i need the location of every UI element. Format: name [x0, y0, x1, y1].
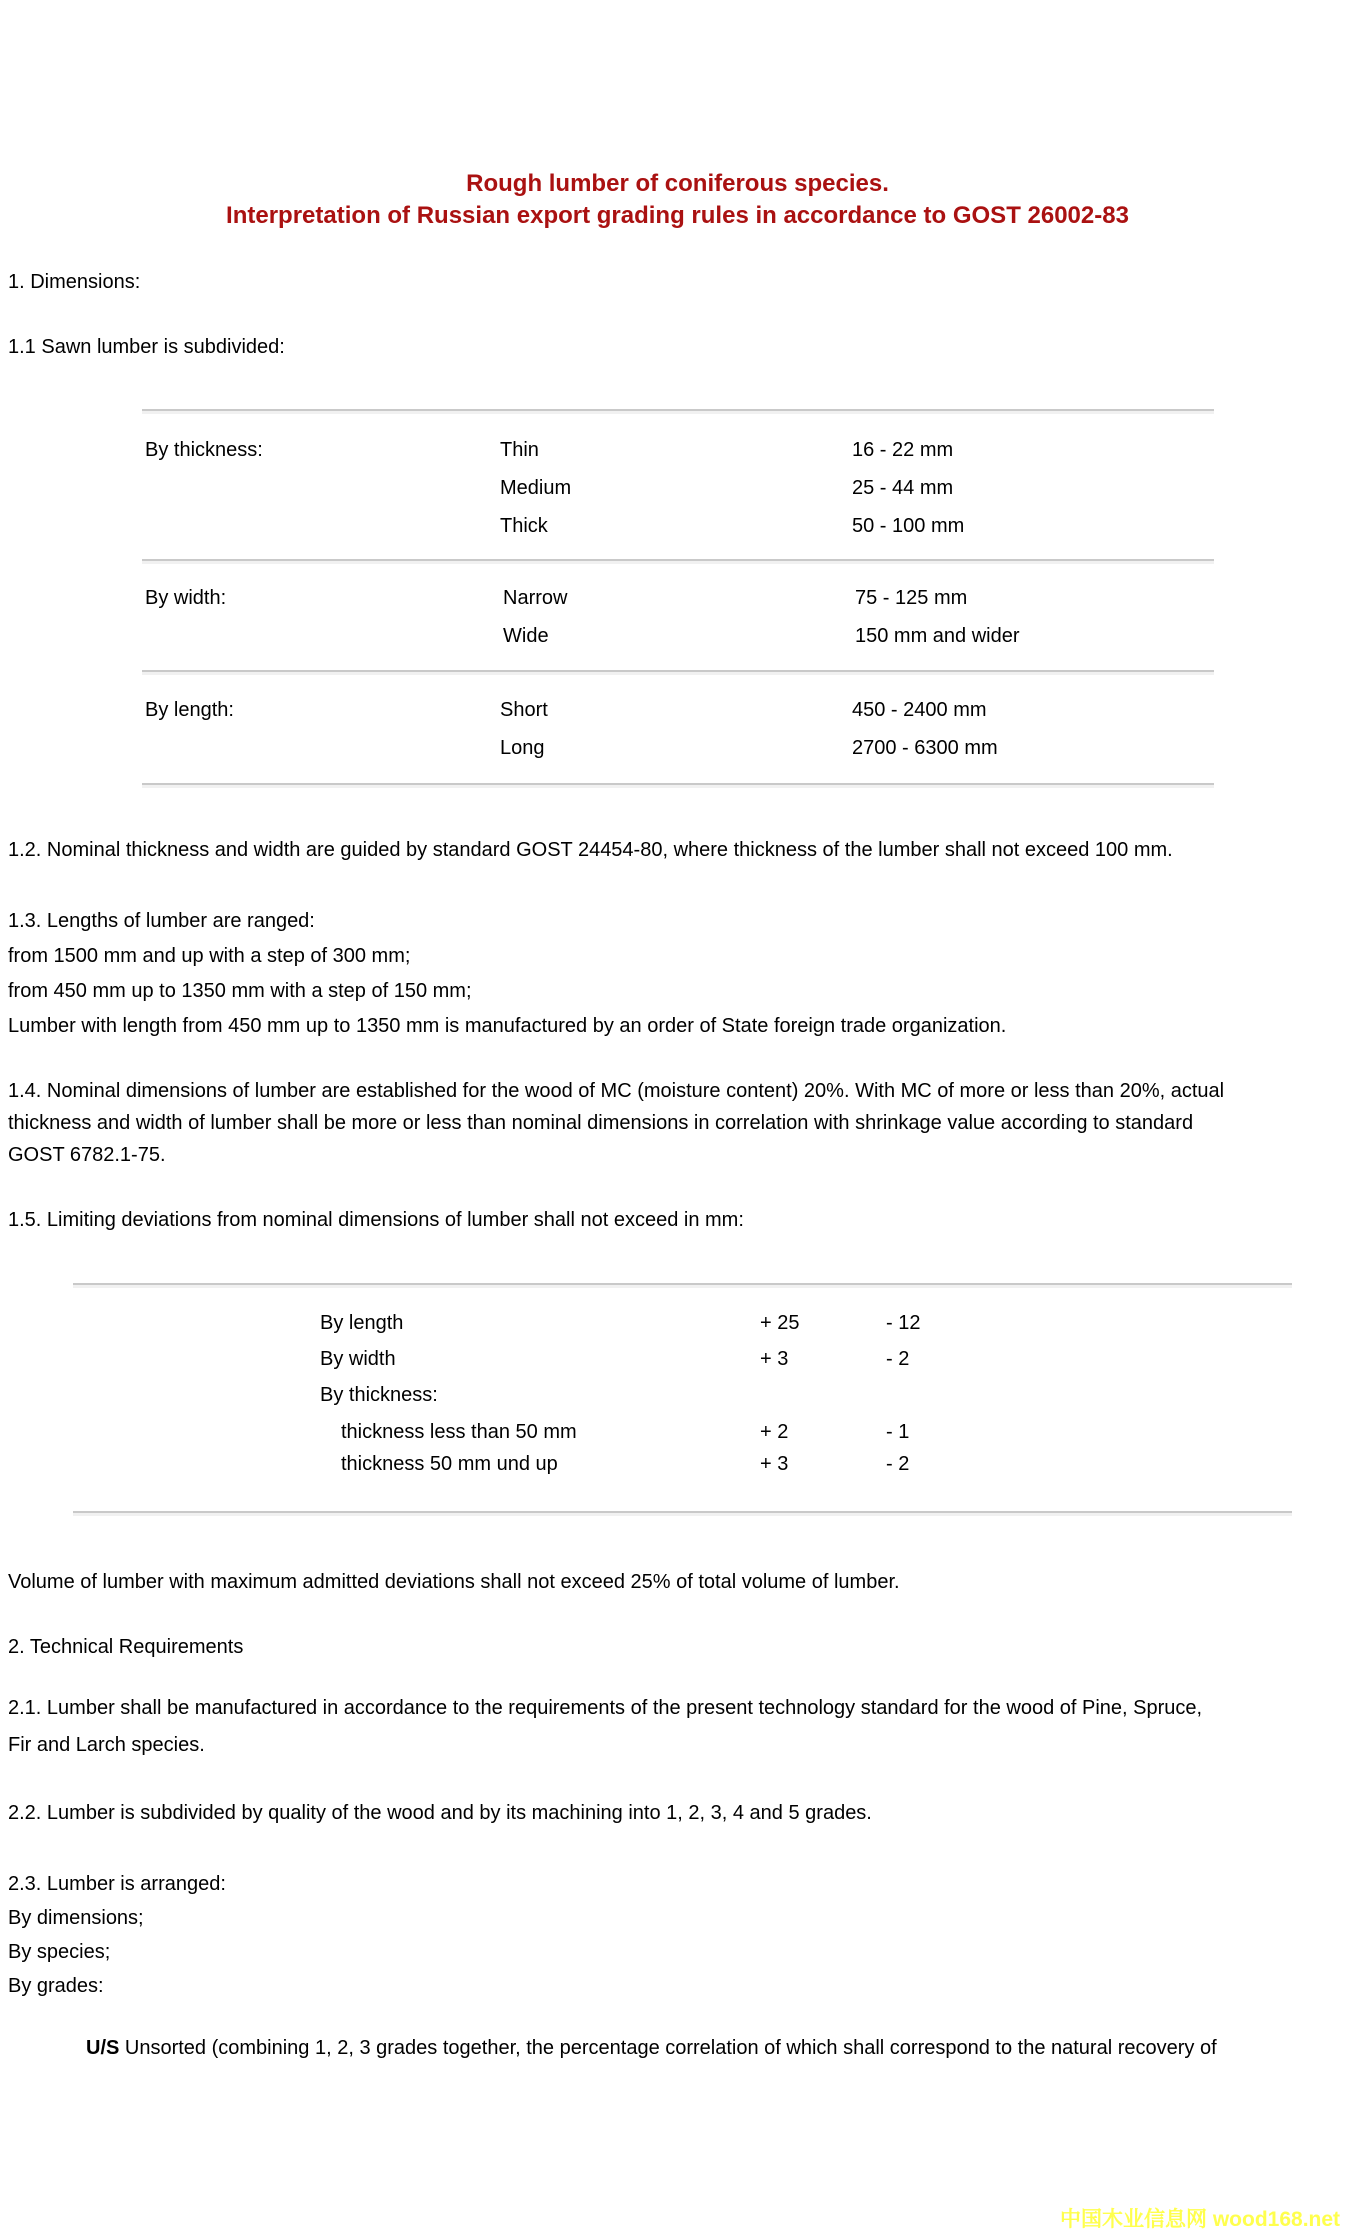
- paragraph-1-3: [8, 904, 1006, 1044]
- paragraph-2-3-line: 2.3. Lumber is arranged:: [8, 1873, 226, 1895]
- table-row-length-short: [0, 697, 1355, 723]
- title-line-1: Rough lumber of coniferous species.: [466, 170, 889, 197]
- paragraph-1-3-line: 1.3. Lengths of lumber are ranged:: [8, 910, 315, 932]
- row-name: Thick: [500, 515, 548, 537]
- deviation-row-thickness-over-50: [0, 1451, 1355, 1477]
- table-rule-divider: [142, 670, 1214, 675]
- table-row-width-narrow: [0, 585, 1355, 611]
- row-minus: - 2: [886, 1453, 910, 1475]
- row-minus: - 1: [886, 1421, 910, 1443]
- row-label: thickness less than 50 mm: [341, 1421, 577, 1443]
- deviation-row-length: [0, 1310, 1355, 1336]
- document-title: [0, 168, 1355, 232]
- row-name: Long: [500, 737, 545, 759]
- row-range: 150 mm and wider: [855, 625, 1020, 647]
- row-category: By width:: [145, 587, 227, 609]
- paragraph-1-3-line: from 450 mm up to 1350 mm with a step of 150 mm;: [8, 980, 472, 1002]
- us-grade-label: U/S: [86, 2037, 120, 2059]
- deviation-row-width: [0, 1346, 1355, 1372]
- row-range: 2700 - 6300 mm: [852, 737, 998, 759]
- row-name: Medium: [500, 477, 572, 499]
- row-label: By length: [320, 1312, 404, 1334]
- row-category: By length:: [145, 699, 234, 721]
- section-1-heading: 1. Dimensions:: [8, 271, 141, 293]
- paragraph-1-3-line: from 1500 mm and up with a step of 300 mm;: [8, 945, 411, 967]
- table-rule-bottom: [73, 1511, 1292, 1516]
- row-label: thickness 50 mm und up: [341, 1453, 558, 1475]
- paragraph-1-4-line: GOST 6782.1-75.: [8, 1144, 166, 1166]
- row-range: 75 - 125 mm: [855, 587, 968, 609]
- row-name: Short: [500, 699, 548, 721]
- paragraph-2-1: [8, 1690, 1202, 1764]
- row-name: Thin: [500, 439, 539, 461]
- row-label: By width: [320, 1348, 396, 1370]
- section-1-1-text: 1.1 Sawn lumber is subdivided:: [8, 336, 285, 358]
- table-rule-bottom: [142, 783, 1214, 788]
- watermark-text: 中国木业信息网 wood168.net: [1060, 2208, 1341, 2231]
- table-row-thickness-medium: [0, 475, 1355, 501]
- paragraph-2-3-line: By species;: [8, 1941, 111, 1963]
- paragraph-2-3-line: By dimensions;: [8, 1907, 144, 1929]
- row-range: 50 - 100 mm: [852, 515, 965, 537]
- paragraph-2-1-line: Fir and Larch species.: [8, 1734, 205, 1756]
- paragraph-2-1-line: 2.1. Lumber shall be manufactured in accordance to the requirements of the present technology standard for the wood of Pine, Spruce,: [8, 1697, 1203, 1719]
- row-category: By thickness:: [145, 439, 263, 461]
- paragraph-1-5: 1.5. Limiting deviations from nominal dimensions of lumber shall not exceed in mm:: [8, 1209, 744, 1231]
- paragraph-2-2: 2.2. Lumber is subdivided by quality of the wood and by its machining into 1, 2, 3, 4 and 5 grades.: [8, 1802, 872, 1824]
- row-plus: + 3: [760, 1348, 789, 1370]
- row-label: By thickness:: [320, 1384, 438, 1406]
- volume-note: Volume of lumber with maximum admitted deviations shall not exceed 25% of total volume of lumber.: [8, 1571, 900, 1593]
- deviation-row-thickness-under-50: [0, 1419, 1355, 1445]
- us-grade-line: [86, 2035, 1217, 2061]
- row-plus: + 2: [760, 1421, 789, 1443]
- paragraph-1-4-line: thickness and width of lumber shall be more or less than nominal dimensions in correlation with shrinkage value according to standard: [8, 1112, 1194, 1134]
- row-plus: + 3: [760, 1453, 789, 1475]
- table-row-thickness-thick: [0, 513, 1355, 539]
- paragraph-1-2: 1.2. Nominal thickness and width are guided by standard GOST 24454-80, where thickness of the lumber shall not exceed 100 mm.: [8, 839, 1173, 861]
- table-row-width-wide: [0, 623, 1355, 649]
- table-rule-top: [73, 1283, 1292, 1288]
- deviation-row-thickness-header: [0, 1382, 1355, 1408]
- row-name: Wide: [503, 625, 549, 647]
- paragraph-1-4-line: 1.4. Nominal dimensions of lumber are established for the wood of MC (moisture content) 20%. With MC of more or less than 20%, actual: [8, 1080, 1225, 1102]
- row-plus: + 25: [760, 1312, 800, 1334]
- row-minus: - 2: [886, 1348, 910, 1370]
- row-minus: - 12: [886, 1312, 921, 1334]
- row-range: 450 - 2400 mm: [852, 699, 987, 721]
- us-grade-text: Unsorted (combining 1, 2, 3 grades together, the percentage correlation of which shall correspond to the natural recovery of: [119, 2037, 1217, 2059]
- row-range: 16 - 22 mm: [852, 439, 954, 461]
- row-name: Narrow: [503, 587, 568, 609]
- table-row-thickness-thin: [0, 437, 1355, 463]
- table-row-length-long: [0, 735, 1355, 761]
- paragraph-1-4: [8, 1075, 1224, 1171]
- section-2-heading: 2. Technical Requirements: [8, 1636, 244, 1658]
- row-range: 25 - 44 mm: [852, 477, 954, 499]
- paragraph-1-3-line: Lumber with length from 450 mm up to 1350 mm is manufactured by an order of State foreign trade organization.: [8, 1015, 1007, 1037]
- paragraph-2-3-line: By grades:: [8, 1975, 104, 1997]
- table-rule-top: [142, 409, 1214, 414]
- table-rule-divider: [142, 559, 1214, 564]
- title-line-2: Interpretation of Russian export grading rules in accordance to GOST 26002-83: [226, 202, 1129, 229]
- paragraph-2-3: [8, 1867, 226, 2003]
